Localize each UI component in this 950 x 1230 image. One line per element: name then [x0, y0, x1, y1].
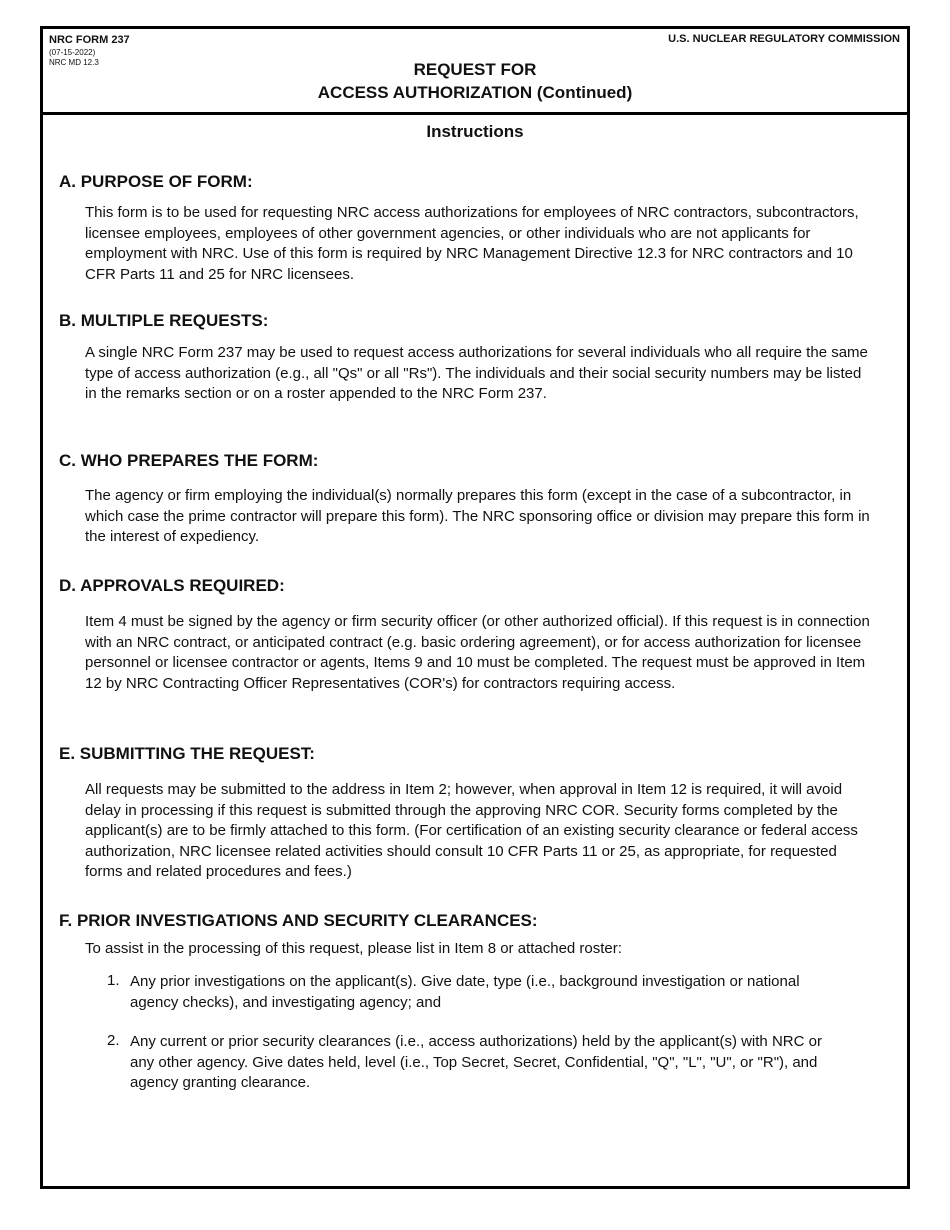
instructions-title: Instructions — [426, 122, 524, 141]
section-b-body: A single NRC Form 237 may be used to request access authorizations for several individuals who all require the same type of access authorization (e.g., all "Qs" or all "Rs"). The individuals and their social security numbers may be listed in the remarks section or on a roster appended to the NRC Form 237. — [85, 344, 868, 402]
form-number: NRC FORM 237 — [49, 34, 130, 46]
section-e-body: All requests may be submitted to the address in Item 2; however, when approval in Item 12 is required, it will avoid delay in processing if this request is submitted through the approving NRC COR. Security forms completed by the applicant(s) are to be firmly attached to this form. (For certification of an existing security clearance or federal access authorization, NRC licensee related activities should consult 10 CFR Parts 11 or 25, as appropriate, for requested forms and related procedures and fees.) — [85, 781, 858, 880]
section-d-heading: D. APPROVALS REQUIRED: — [59, 576, 285, 595]
management-directive: NRC MD 12.3 — [49, 58, 99, 67]
revision-date: (07-15-2022) — [49, 48, 96, 57]
list-item-number: 2. — [107, 1032, 120, 1049]
list-item: Any prior investigations on the applicant(s). Give date, type (i.e., background investigation or national agency checks), and investigating agency; and — [130, 973, 800, 1011]
agency-name: U.S. NUCLEAR REGULATORY COMMISSION — [668, 33, 900, 45]
section-f-body: To assist in the processing of this request, please list in Item 8 or attached roster: — [85, 940, 622, 957]
form-page — [40, 26, 910, 1189]
section-b-heading: B. MULTIPLE REQUESTS: — [59, 311, 269, 330]
section-a-heading: A. PURPOSE OF FORM: — [59, 172, 253, 191]
section-c-heading: C. WHO PREPARES THE FORM: — [59, 451, 319, 470]
form-title-line2: ACCESS AUTHORIZATION (Continued) — [317, 83, 633, 102]
form-header — [43, 29, 907, 115]
section-d-body: Item 4 must be signed by the agency or firm security officer (or other authorized official). If this request is in connection with an NRC contract, or anticipated contract (e.g. basic ordering agreement), or for access authorization for licensee personnel or licensee contractor or agents, Items 9 and 10 must be completed. The request must be approved in Item 12 by NRC Contracting Officer Representatives (COR's) for contractors requiring access. — [85, 613, 870, 692]
section-f-heading: F. PRIOR INVESTIGATIONS AND SECURITY CLEARANCES: — [59, 911, 538, 930]
section-e-heading: E. SUBMITTING THE REQUEST: — [59, 744, 315, 763]
list-item-number: 1. — [107, 972, 120, 989]
section-a-body: This form is to be used for requesting NRC access authorizations for employees of NRC contractors, subcontractors, licensee employees, employees of other government agencies, or other individuals who are not applicants for employment with NRC. Use of this form is required by NRC Management Directive 12.3 for NRC contractors and 10 CFR Parts 11 and 25 for NRC licensees. — [85, 204, 859, 283]
section-c-body: The agency or firm employing the individual(s) normally prepares this form (except in the case of a subcontractor, in which case the prime contractor will prepare this form). The NRC sponsoring office or division may prepare this form in the interest of expediency. — [85, 487, 870, 545]
list-item: Any current or prior security clearances (i.e., access authorizations) held by the applicant(s) with NRC or any other agency. Give dates held, level (i.e., Top Secret, Secret, Confidential, "Q", "L", "U", or "R"), and agency granting clearance. — [130, 1033, 822, 1091]
form-title-line1: REQUEST FOR — [413, 60, 537, 79]
